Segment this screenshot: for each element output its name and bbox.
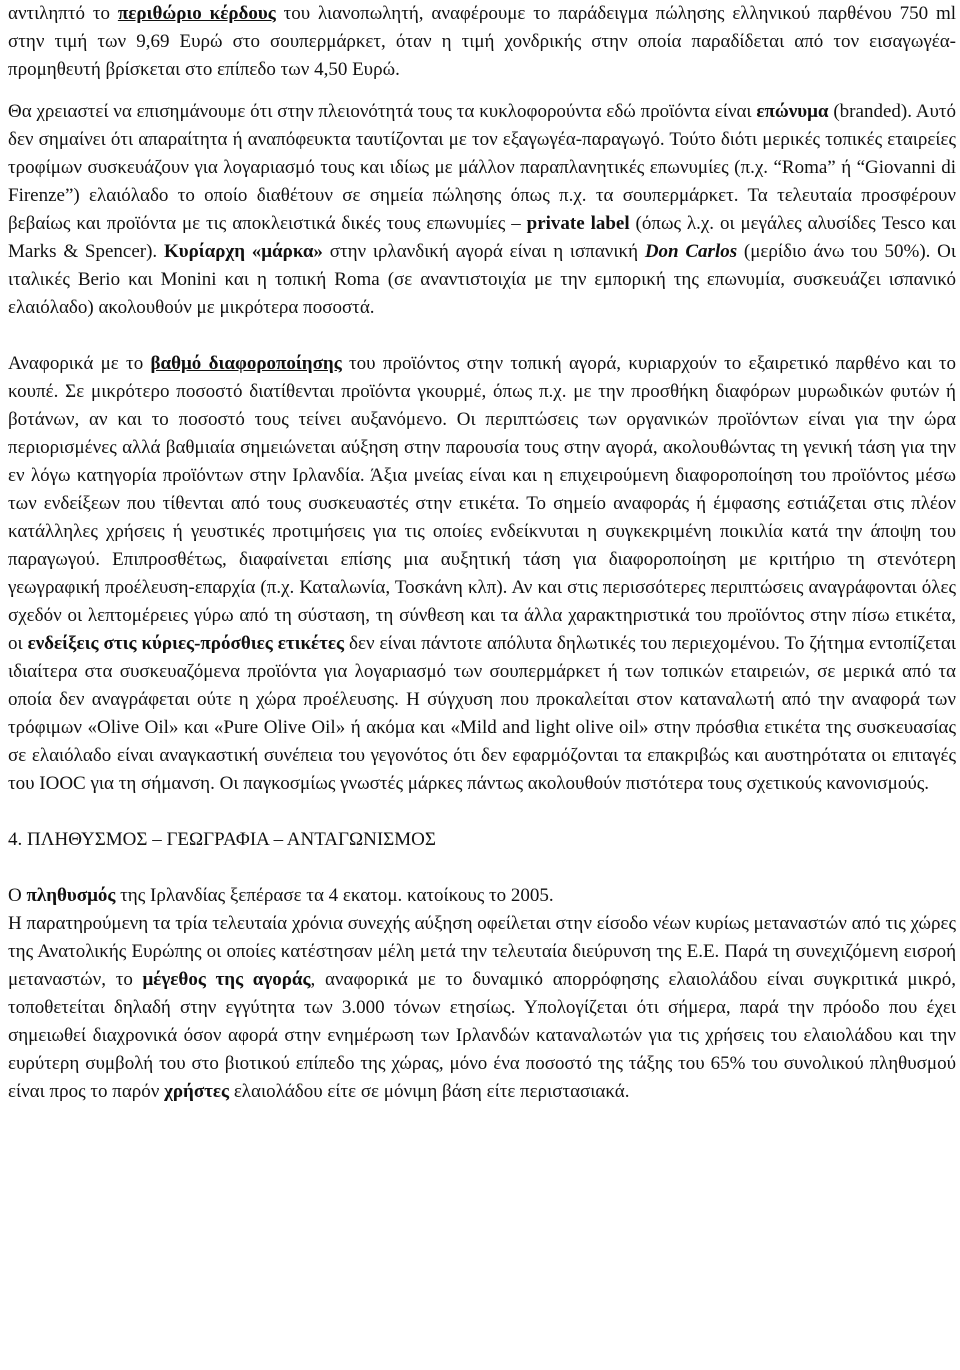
text: στην ιρλανδική αγορά είναι η ισπανική bbox=[322, 241, 645, 262]
text: (όπως λ.χ. οι μεγάλες αλυσίδες Tesco και Marks & Spencer). bbox=[8, 213, 956, 262]
text: (μερίδιο άνω του 50%). Οι ιταλικές Berio και Monini και η τοπική Roma (σε αναντιστοιχία με την εμπορική της επωνυμία, συσκευάζει ισπανικό ελαιόλαδο) ακολουθούν με μικρότερα ποσοστά. bbox=[8, 241, 957, 318]
paragraph-differentiation bbox=[8, 350, 956, 798]
paragraph-population bbox=[8, 882, 956, 910]
text: Θα χρειαστεί να επισημάνουμε ότι στην πλειονότητά τους τα κυκλοφορούντα εδώ προϊόντα είναι bbox=[8, 101, 757, 122]
spacer bbox=[8, 854, 956, 882]
text: του προϊόντος στην τοπική αγορά, κυριαρχούν το εξαιρετικό παρθένο και το κουπέ. Σε μικρότερο ποσοστό διατίθενται προϊόντα γκουρμέ, όπως π.χ. με την προσθήκη διαφόρων μυρωδικών φυτών ή βοτάνων, αν και το ποσοστό τους τείνει αυξανόμενο. Οι περιπτώσεις των οργανικών προϊόντων είναι για την ώρα περιορισμένες αλλά βαθμιαία σημειώνεται αύξηση στην παρουσία τους στην αγορά, ακολουθώντας τη γενική τάση για την εν λόγω κατηγορία προϊόντων στην Ιρλανδία. Άξια μνείας είναι και η επιχειρούμενη διαφοροποίηση του προϊόντος μέσω των ενδείξεων που τίθενται από τους συσκευαστές στην ετικέτα. Το σημείο αναφοράς ή έμφασης εστιάζεται στις πλέον κατάλληλες χρήσεις ή γευστικές προτιμήσεις για τις οποίες ενδείκνυται η συγκεκριμένη ποικιλία κατά την άποψη του παραγωγού. Επιπροσθέτως, διαφαίνεται επίσης μια αυξητική τάση για διαφοροποίηση με κριτήριο τη στενότερη γεωγραφική προέλευση-επαρχία (π.χ. Καταλωνία, Τοσκάνη κλπ). Αν και στις περισσότερες περιπτώσεις αναγράφονται όλες σχεδόν οι λεπτομέρειες γύρω από τη σύσταση, τη σύνθεση και τα άλλα χαρακτηριστικά του προϊόντος στην πίσω ετικέτα, οι bbox=[8, 353, 957, 654]
paragraph-profit-margin bbox=[8, 0, 956, 84]
term-dominant-brand: Κυρίαρχη «μάρκα» bbox=[163, 241, 323, 262]
term-branded: επώνυμα bbox=[756, 101, 829, 122]
text: του λιανοπωλητή, αναφέρουμε το παράδειγμα πώλησης ελληνικού παρθένου 750 ml στην τιμή των 9,69 Ευρώ στο σουπερμάρκετ, όταν η τιμή χονδρικής στην οποία παραδίδεται από τον εισαγωγέα-προμηθευτή βρίσκεται στο επίπεδο των 4,50 Ευρώ. bbox=[8, 3, 956, 80]
term-users: χρήστες bbox=[164, 1081, 230, 1102]
text: δεν είναι πάντοτε απόλυτα δηλωτικές του περιεχομένου. Το ζήτημα εντοπίζεται ιδιαίτερα στα συσκευαζόμενα προϊόντα για λογαριασμό των σουπερμάρκετ ή των τοπικών εταιρειών, σε μερικά από τα οποία δεν αναγράφεται ούτε η χώρα προέλευσης. Η σύγχυση που προκαλείται στον καταναλωτή από την αναφορά των τρόφιμων «Olive Oil» και «Pure Olive Oil» ή ακόμα και «Mild and light olive oil» στην πρόσθια ετικέτα της συσκευασίας σε ελαιόλαδο είναι αναγκαστική συνέπεια του γεγονότος ότι δεν εφαρμόζονται τα επακριβώς και αυστηρότατα οι επιταγές του IOOC για τη σήμανση. Οι παγκοσμίως γνωστές μάρκες πάντως ακολουθούν πιστότερα τους σχετικούς κανονισμούς. bbox=[8, 633, 956, 794]
spacer bbox=[8, 798, 956, 826]
spacer bbox=[8, 322, 956, 350]
spacer bbox=[8, 84, 956, 98]
term-differentiation: βαθμό διαφοροποίησης bbox=[150, 353, 342, 374]
text: , αναφορικά με το δυναμικό απορρόφησης ελαιολάδου είναι συγκριτικά μικρό, τοποθετείται δηλαδή στην εγγύτητα των 3.000 τόνων ετησίως. Υπολογίζεται ότι σήμερα, παρά την πρόοδο που έχει σημειωθεί διαχρονικά όσον αφορά στην ενημέρωση των Ιρλανδών καταναλωτών για τις χρήσεις του ελαιολάδου και την ευρύτερη συμβολή του στο βιοτικού επίπεδο της χώρας, μόνο ένα ποσοστό της τάξης του 65% του συνολικού πληθυσμού είναι προς το παρόν bbox=[8, 969, 956, 1102]
term-profit-margin: περιθώριο κέρδους bbox=[117, 3, 276, 24]
paragraph-branded bbox=[8, 98, 956, 322]
text: Η παρατηρούμενη τα τρία τελευταία χρόνια συνεχής αύξηση οφείλεται στην είσοδο νέων κυρίως μεταναστών από τις χώρες της Ανατολικής Ευρώπης οι οποίες κατέστησαν μέλη μετά την τελευταία διεύρυνση της Ε.Ε. Παρά τη συνεχιζόμενη εισροή μεταναστών, το bbox=[8, 913, 956, 990]
text: ελαιολάδου είτε σε μόνιμη βάση είτε περιστασιακά. bbox=[229, 1081, 630, 1102]
text: Αναφορικά με το bbox=[8, 353, 151, 374]
term-private-label: private label bbox=[526, 213, 630, 234]
text: της Ιρλανδίας ξεπέρασε τα 4 εκατομ. κατοίκους το 2005. bbox=[115, 885, 554, 906]
section-heading: 4. ΠΛΗΘΥΣΜΟΣ – ΓΕΩΓΡΑΦΙΑ – ΑΝΤΑΓΩΝΙΣΜΟΣ bbox=[8, 829, 436, 850]
paragraph-market-size bbox=[8, 910, 956, 1106]
text: Ο bbox=[8, 885, 27, 906]
text: (branded). Αυτό δεν σημαίνει ότι απαραίτητα ή αναπόφευκτα ταυτίζονται με τον εξαγωγέα-παραγωγό. Τούτο διότι μερικές τοπικές εταιρείες τροφίμων συσκευάζουν για λογαριασμό τους και ιδίως με μάλλον παραπλανητικές επωνυμίες (π.χ. “Roma” ή “Giovanni di Firenze”) ελαιόλαδο το οποίο διαθέτουν σε σημεία πώλησης όπως π.χ. τα σουπερμάρκετ. Τα τελευταία προσφέρουν βεβαίως και προϊόντα με τις αποκλειστικά δικές τους επωνυμίες – bbox=[8, 101, 956, 234]
term-population: πληθυσμός bbox=[26, 885, 116, 906]
brand-don-carlos: Don Carlos bbox=[644, 241, 738, 262]
text: αντιληπτό το bbox=[8, 3, 118, 24]
term-front-labels: ενδείξεις στις κύριες-πρόσθιες ετικέτες bbox=[27, 633, 345, 654]
term-market-size: μέγεθος της αγοράς bbox=[142, 969, 311, 990]
